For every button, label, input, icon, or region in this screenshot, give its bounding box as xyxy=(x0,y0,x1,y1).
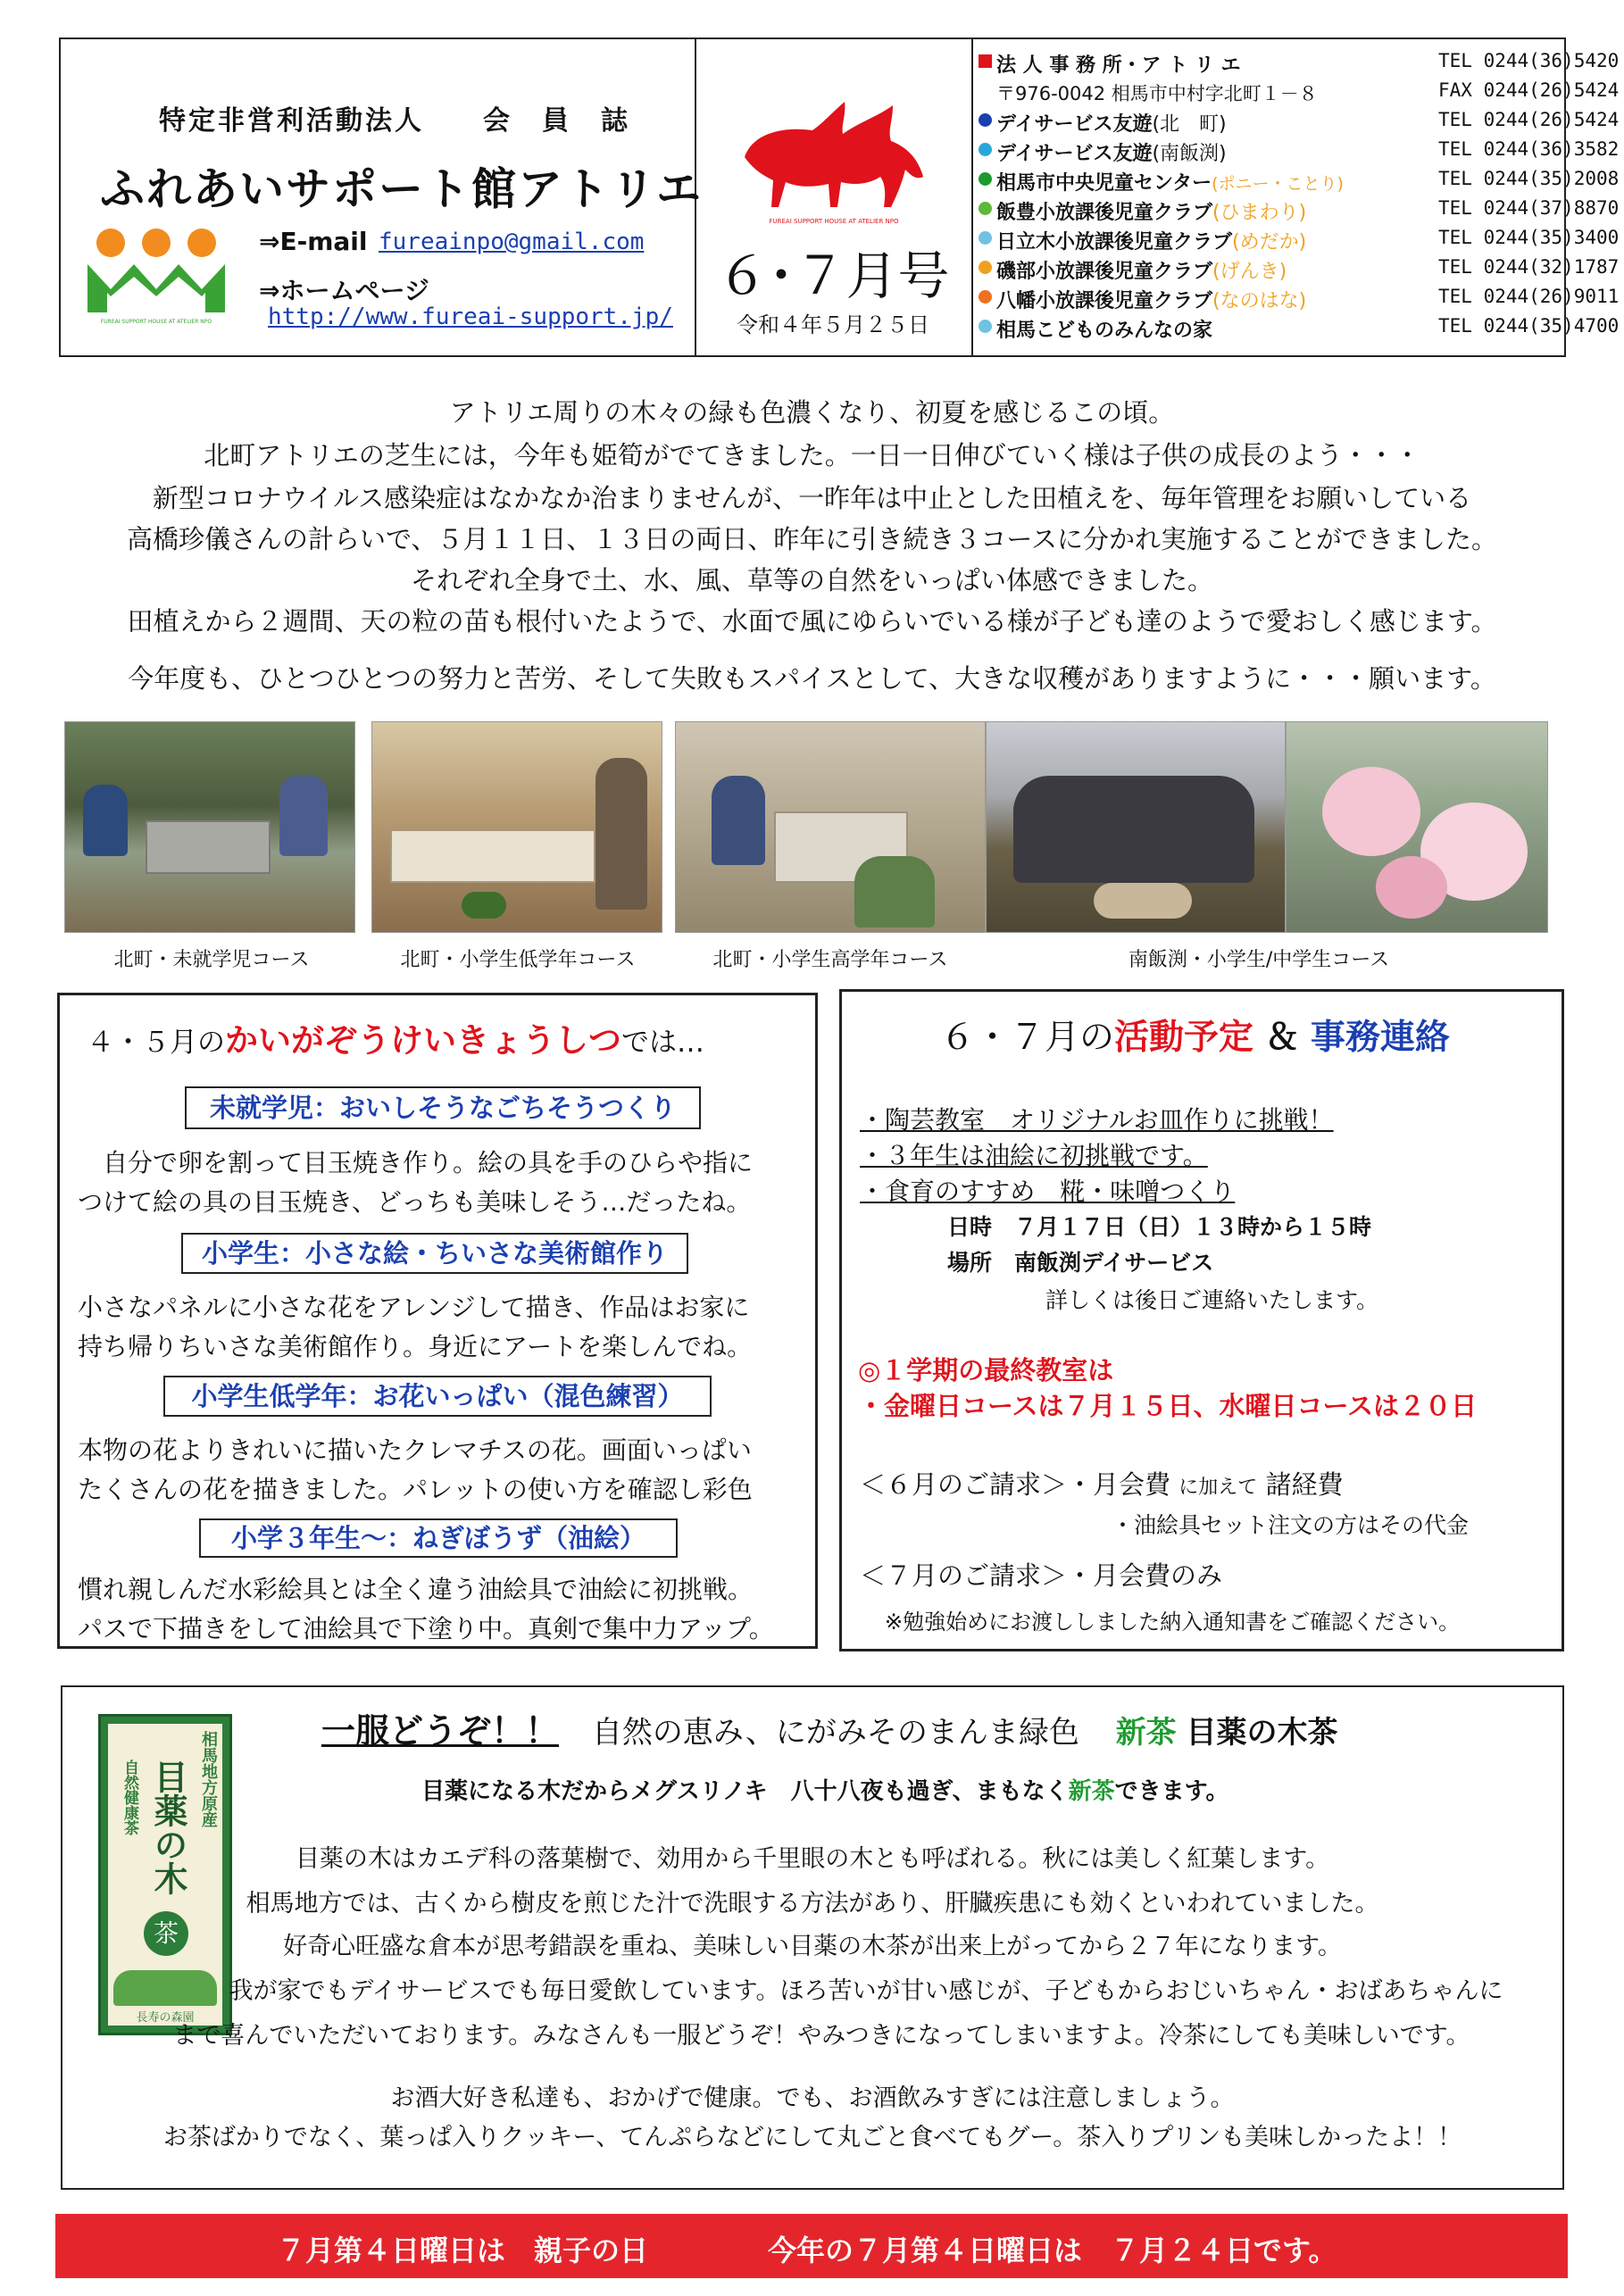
circle-bullet-icon xyxy=(979,320,992,333)
tea-text-line: まで喜んでいただいております。みなさんも一服どうぞ！やみつきになってしまいますよ。冷茶にしても美味しいです。 xyxy=(172,2022,1470,2050)
directory-row-office: 法 人 事 務 所・ア ト リ エ TEL 0244(36)5420 xyxy=(979,48,1561,78)
miso-place: 場所 南飯渕デイサービス xyxy=(947,1250,1214,1276)
issue-date: 令和４年５月２５日 xyxy=(737,312,929,337)
logo-caption: FUREAI SUPPORT HOUSE AT ATELIER NPO xyxy=(100,319,212,325)
final-class-dates: ・金曜日コースは７月１５日、水曜日コースは２０日 xyxy=(858,1391,1478,1421)
photo-caption: 北町・未就学児コース xyxy=(113,949,310,971)
section-heading-preschool: 未就学児：おいしそうなごちそうつくり xyxy=(185,1086,701,1129)
section-text-lower-grade: 本物の花よりきれいに描いたクレマチスの花。画面いっぱい たくさんの花を描きました。パレットの使い方を確認し彩色 xyxy=(78,1435,753,1504)
package-maker: 長寿の森園 xyxy=(136,2011,195,2025)
square-bullet-icon xyxy=(979,54,992,68)
org-type: 特定非営利活動法人 会 員 誌 xyxy=(159,105,630,137)
office-directory xyxy=(975,39,1620,355)
flower-shape xyxy=(1376,856,1447,919)
horse-caption: FUREAI SUPPORT HOUSE AT ATELIER NPO xyxy=(769,218,899,225)
tea-text-line: お酒大好き私達も、おかげで健康。でも、お酒飲みすぎには注意しましょう。 xyxy=(390,2084,1235,2112)
billing-note: ※勉強始めにお渡ししました納入通知書をご確認ください。 xyxy=(885,1610,1461,1635)
circle-bullet-icon xyxy=(979,231,992,245)
directory-row-childrens-center: 相馬市中央児童センター(ポニー・ことり) TEL 0244(35)2008 xyxy=(979,166,1561,195)
directory-row-address: 〒976-0042 相馬市中村字北町１－８ FAX 0244(26)5424 xyxy=(996,79,1620,104)
tea-text-line: 好奇心旺盛な倉本が思考錯誤を重ね、美味しい目薬の木茶が出来上がってから２７年になります。 xyxy=(283,1933,1342,1960)
package-natural-tea: 自然健康茶 xyxy=(121,1759,138,1835)
package-origin: 相馬地方原産 xyxy=(199,1731,218,1827)
section-heading-lower-grade: 小学生低学年：お花いっぱい（混色練習） xyxy=(163,1376,712,1417)
table-shape xyxy=(390,829,595,883)
adult-shape xyxy=(595,758,647,910)
child-shape xyxy=(712,776,765,865)
photo-lower-grade-course xyxy=(371,721,662,933)
child-shape xyxy=(83,785,128,856)
package-tea-badge: 茶 xyxy=(144,1911,188,1956)
tea-text-line: 相馬地方では、古くから樹皮を煎じた汁で洗眼する方法があり、肝臓疾患にも効くといわれていました。 xyxy=(246,1890,1379,1917)
tea-subtitle: 目薬になる木だからメグスリノキ 八十八夜も過ぎ、まもなく新茶できます。 xyxy=(421,1778,1229,1805)
circle-bullet-icon xyxy=(979,290,992,304)
homepage-link[interactable]: http://www.fureai-support.jp/ xyxy=(268,304,673,330)
directory-row-isobe: 磯部小放課後児童クラブ(げんき) TEL 0244(32)1787 xyxy=(979,254,1561,284)
section-heading-third-grade: 小学３年生～：ねぎぼうず（油絵） xyxy=(199,1518,678,1558)
circle-bullet-icon xyxy=(979,202,992,215)
child-shape xyxy=(854,856,935,928)
section-text-preschool: 自分で卵を割って目玉焼き作り。絵の具を手のひらや指に つけて絵の具の目玉焼き、どっちも美味しそう…だったね。 xyxy=(78,1148,754,1217)
schedule-notice-box xyxy=(839,989,1564,1651)
june-billing-oil-set: ・油絵具セット注文の方はその代金 xyxy=(1112,1512,1470,1538)
june-billing: ＜６月のご請求＞・月会費 に加えて 諸経費 xyxy=(860,1469,1344,1500)
package-product-name: 目薬の木 xyxy=(148,1759,187,1895)
intro-line: 高橋珍儀さんの計らいで、５月１１日、１３日の両日、昨年に引き続き３コースに分かれ実施することができました。 xyxy=(127,524,1497,554)
art-class-report-box xyxy=(57,993,818,1649)
directory-row-dayservice-minami: デイサービス友遊(南飯渕) TEL 0244(36)3582 xyxy=(979,137,1561,166)
dog-shape xyxy=(1094,883,1192,919)
tea-text-line: 我が家でもデイサービスでも毎日愛飲しています。ほろ苦いが甘い感じが、子どもからおじいちゃん・おばあちゃんに xyxy=(229,1977,1503,2005)
parent-child-day-banner xyxy=(55,2214,1568,2278)
photo-caption: 北町・小学生高学年コース xyxy=(712,949,948,971)
issue-title: ６･７月号 xyxy=(716,245,950,306)
directory-row-nitta: 日立木小放課後児童クラブ(めだか) TEL 0244(35)3400 xyxy=(979,225,1561,254)
directory-row-iide: 飯豊小放課後児童クラブ(ひまわり) TEL 0244(37)8870 xyxy=(979,195,1561,225)
intro-line: 田植えから２週間、天の粒の苗も根付いたようで、水面で風にゆらいでいる様が子ども達のようで愛おしく感じます。 xyxy=(127,606,1497,636)
tea-title: 一服どうぞ！！ 自然の恵み、にがみそのまんま緑色 新茶 目薬の木茶 xyxy=(321,1711,1338,1751)
homepage-label: ⇒ホームページ xyxy=(259,276,429,305)
org-logo xyxy=(80,223,232,327)
miso-date: 日時 ７月１７日（日）１３時から１５時 xyxy=(947,1214,1372,1240)
section-text-elementary: 小さなパネルに小さな花をアレンジして描き、作品はお家に 持ち帰りちいさな美術館作り。身近にアートを楽しんでね。 xyxy=(78,1293,753,1361)
circle-bullet-icon xyxy=(979,143,992,156)
intro-line: 新型コロナウイルス感染症はなかなか治まりませんが、一昨年は中止とした田植えを、毎年管理をお願いしている xyxy=(152,483,1472,513)
section-heading-elementary: 小学生：小さな絵・ちいさな美術館作り xyxy=(181,1233,688,1274)
org-name: ふれあいサポート館アトリエ xyxy=(100,163,703,215)
schedule-item-oil-painting: ・３年生は油絵に初挑戦です。 xyxy=(860,1141,1208,1170)
banner-right-text: 今年の７月第４日曜日は ７月２４日です。 xyxy=(768,2234,1337,2267)
intro-line: それぞれ全身で土、水、風、草等の自然をいっぱい体感できました。 xyxy=(410,565,1213,595)
july-billing: ＜７月のご請求＞・月会費のみ xyxy=(860,1560,1223,1591)
schedule-item-miso: ・食育のすすめ 糀・味噌つくり xyxy=(860,1177,1236,1206)
photo-peony-flowers xyxy=(1286,721,1548,933)
directory-row-dayservice-kita: デイサービス友遊(北 町) TEL 0244(26)5424 xyxy=(979,107,1561,137)
email-link[interactable]: fureainpo@gmail.com xyxy=(379,229,645,255)
directory-row-yawata: 八幡小放課後児童クラブ(なのはな) TEL 0244(26)9011 xyxy=(979,284,1561,313)
circle-bullet-icon xyxy=(979,261,992,274)
photo-minami-course xyxy=(986,721,1286,933)
photo-caption: 南飯渕・小学生/中学生コース xyxy=(1128,949,1390,971)
photo-preschool-course xyxy=(64,721,355,933)
tea-introduction-box xyxy=(61,1685,1564,2190)
intro-line: アトリエ周りの木々の緑も色濃くなり、初夏を感じるこの頃。 xyxy=(449,397,1175,428)
newsletter-header xyxy=(59,37,1620,357)
section-text-third-grade: 慣れ親しんだ水彩絵具とは全く違う油絵具で油絵に初挑戦。 パスで下描きをして油絵具で下塗り中。真剣で集中力アップ。 xyxy=(78,1575,774,1643)
circle-bullet-icon xyxy=(979,172,992,186)
directory-row-minna-no-ie: 相馬こどものみんなの家 TEL 0244(35)4700 xyxy=(979,313,1561,343)
stone-table-shape xyxy=(146,820,271,874)
banner-left-text: ７月第４日曜日は 親子の日 xyxy=(277,2234,649,2267)
schedule-title: ６・７月の活動予定 ＆ 事務連絡 xyxy=(940,1018,1450,1058)
intro-line: 北町アトリエの芝生には，今年も姫筍がでてきました。一日一日伸びていく様は子供の成長のよう・・・ xyxy=(204,440,1420,470)
vegetable-shape xyxy=(462,892,506,919)
group-shape xyxy=(1013,776,1254,883)
flower-shape xyxy=(1322,767,1420,856)
tea-text-line: 目薬の木はカエデ科の落葉樹で、効用から千里眼の木とも呼ばれる。秋には美しく紅葉します。 xyxy=(295,1845,1330,1873)
horse-logo xyxy=(727,95,941,229)
child-shape xyxy=(279,776,328,856)
photo-upper-grade-course xyxy=(675,721,986,933)
header-issue-panel xyxy=(696,39,973,355)
final-class-notice: ◎１学期の最終教室は xyxy=(858,1355,1114,1385)
photo-caption: 北町・小学生低学年コース xyxy=(400,949,636,971)
header-org-panel xyxy=(61,39,703,355)
intro-line: 今年度も、ひとつひとつの努力と苦労、そして失敗もスパイスとして、大きな収穫がありますように・・・願います。 xyxy=(128,663,1496,694)
schedule-item-pottery: ・陶芸教室 オリジナルお皿作りに挑戦！ xyxy=(860,1105,1334,1135)
circle-bullet-icon xyxy=(979,113,992,127)
tea-text-line: お茶ばかりでなく、葉っぱ入りクッキー、てんぷらなどにして丸ごと食べてもグー。茶入りプリンも美味しかったよ！！ xyxy=(162,2124,1462,2151)
art-class-title: ４・５月のかいがぞうけいきょうしつでは… xyxy=(87,1021,704,1060)
email-label: ⇒E-mail xyxy=(259,227,368,256)
details-later-note: 詳しくは後日ご連絡いたします。 xyxy=(1045,1287,1379,1313)
